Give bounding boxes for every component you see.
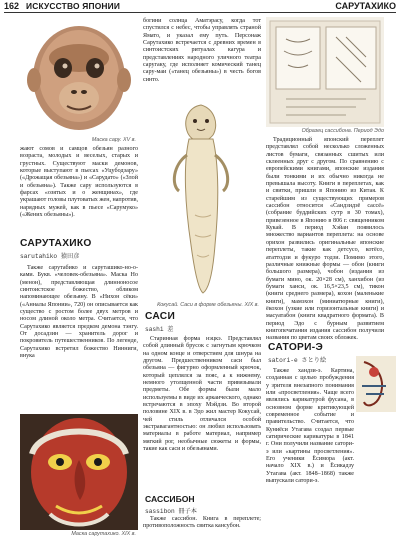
kokusai-sashi-image [143, 95, 261, 302]
book-cover-image [266, 17, 384, 127]
col2-top-text: богини солнца Аматэрасу, когда тот спустился с небес, чтобы управлять страной Ямато, и указал ему путь. Персонаж Сарутахико встречается с древних времен в синтоистских ритуалах кагура и представлениях народного уличного театра саругаку, где исполняет комический танец сару-маи («танец обезьяны») в честь богов синто. [143, 18, 261, 83]
mask-saru-image [20, 18, 138, 136]
col2-body-text: Старинная форма нэцкэ. Представлял собой длинный брусок с загнутым крючком на одном конце и отверстием для шнура на другом. Предшественником саси был обезьяна — фигурно оформленный крючок, который цеплялся за пояс, а к нижнему, немного утолщенной части привязывали предметы. Обе формы были мало используемы в виде их аркаического, однако встречаются в эпоху Мэйдзи. Во второй половине XIX в. в Эдо жил мастер Кокусай, чей стиль отличался особой экстравагантностью: он любил использовать материалы в работе материал, например мягкий рог, необычные сюжеты и формы, такие как саси и обезьянами. [143, 336, 261, 453]
col3-body [266, 137, 384, 343]
col2-body2-text: Также сассибон. Книга в переплете; противоположность свитка кансубон. [143, 516, 261, 530]
col2-top [143, 18, 261, 84]
col1-intro-text: жают сомов и самцов обезьян разного возраста, молодых и веселых, старых и грустных. Существуют маски демонов, которые выступают в пьесах «Уцубодзару» («Дрожащая обезьяна») и «Сарудато» («Злой и обезьяна»). Также сару используются в фарсах «озятых и о женщинах», где украшают головы плутоватых жен, напротив, нарядных мужей, как в пьесе «Сарумуко» («Жених обезьяны»). [20, 146, 138, 219]
col2-body [143, 336, 261, 454]
satori-e-image [356, 356, 396, 412]
col2-body2 [143, 516, 261, 531]
heading-sarutahiko: САРУТАХИКО [20, 238, 92, 249]
caption-mask-saru: Маска сару. XV в. [91, 137, 136, 143]
figure-kokusai-sashi [143, 95, 261, 302]
figure-satori-e [356, 356, 396, 412]
heading-satori-e: САТОРИ-Э [268, 342, 324, 353]
col1-body-text: Также сарутабико и саруташико-но-о-ками. Букв. «человек-обезьяна». Маска Но (менон), представляющая длинноносое синтоистское божество, обликом напоминающее обезьяну. В «Нихон сёки» («Анналы Японии», 720) он описывается как существо с ростом более двух метров и носом длиной около метра. Считается, что Сарутахико является предком демона тэнгу. От досадзин — хранитель дорог и покровитель путешественников. По легенде, Сарутахико встретил божество Нинниги, внука [20, 265, 138, 360]
header-rule [4, 12, 396, 13]
caption-kokusai: Кокусай. Саси в форме обезьяны. XIX в. [157, 302, 259, 308]
figure-mask-sarutahiko [20, 414, 138, 530]
col3-body2 [266, 368, 354, 486]
heading-sashi: САСИ [145, 311, 176, 322]
romaji-sarutahiko: sarutahiko 猿田彦 [20, 253, 80, 260]
romaji-sassibon: sassibon 冊子本 [145, 508, 197, 515]
heading-sassibon: САССИБОН [145, 494, 195, 504]
mask-sarutahiko-image [20, 414, 138, 530]
col1-intro [20, 146, 138, 219]
figure-mask-saru [20, 18, 138, 136]
running-title: ИСКУССТВО ЯПОНИИ [26, 1, 121, 11]
page-number: 162 [4, 1, 20, 11]
col3-body2-text: Также хандзи-э. Картина, созданная с целью пробуждения у зрителя внезапного понимания или «просветления». Чаще всего являлись карикатурой фусана, в основном форме критикующей современное событие и правительство. Считается, что Куниёси Утагава создал первые сатирические карикатуры в 1841 г. Они получили название сатори-э или «картины просветления». Его ученики Ёсимора (акт. начало XIX в.) и Ёсикадзу Утагава (акт. 1848–1868) также выпускали сатори-э. [266, 368, 354, 485]
romaji-satori-e: satori-e さとり絵 [268, 357, 327, 364]
figure-book-cover [266, 17, 384, 127]
col1-body [20, 265, 138, 360]
caption-mask-sarutahiko: Маска сарутахико. XIX в. [71, 531, 136, 537]
col3-body-text: Традиционный японский переплет представлял собой несколько сложенных листов бумаги, связанных сшитых или склеенных друг с другом. По сравнению с европейскими книгами, японские издания были тонкими и их обычно никогда не превышала высоту. Книги в переплетах, как и свитки, пришли в Японию из Китая. К старейшим из существующих примеров сассибон относится «Сандзидзё сассё» (собрание буддийских сутр в 30 томах), привезенное в Японию в 806 г. священником Кукай. В период Хэйан появилось множество вариантов переплета: на основе орихон развились оригинальные японские переплеты, такие как детсусо, котёсо, ататтодзи и фукуро тодзи. Помимо этого, различные книжные формы — обон (книги большого размера), чобон (издания из бумаги мино, ок. 20×28 см), ханхибон (из бумаги ханси, ок. 16,5×23,5 см), тикон (книги среднего размера), кохон (маленькие книги), мамэхон (миниатюрные книги), ёкохон (узкие или горизонтальные книги) и масуатабон (книги квадратного формата). В период Эдо с бурным развитием книгопечатания издания сассибон получили названия по цветам своих обложек. [266, 137, 384, 342]
romaji-sashi: sashi 差 [145, 326, 174, 333]
page-header [0, 0, 400, 13]
caption-book-cover: Образец сассибона. Период Эдо [301, 128, 384, 134]
section-title: САРУТАХИКО [335, 1, 396, 11]
